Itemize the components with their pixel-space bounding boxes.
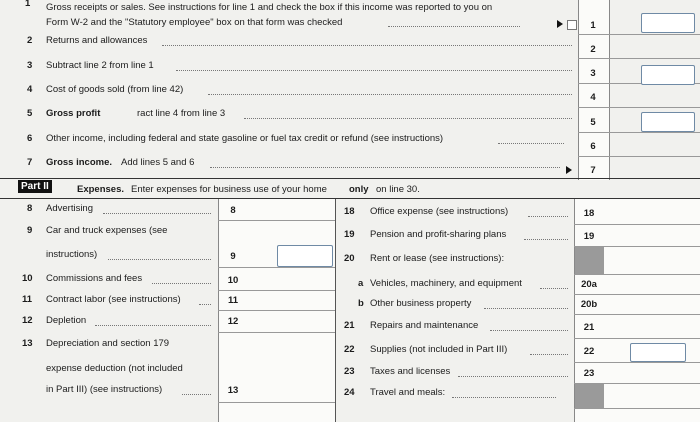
line-7-label-cont: Add lines 5 and 6	[121, 157, 195, 168]
line-number: 1	[25, 0, 31, 9]
box-number: 10	[227, 275, 239, 286]
box-number: 1	[590, 20, 596, 31]
divider	[574, 274, 700, 275]
arrow-right-icon	[566, 166, 572, 174]
line-9-label-cont: instructions)	[46, 249, 98, 260]
box-number: 4	[590, 92, 596, 103]
leader-dots	[152, 283, 211, 284]
leader-dots	[528, 216, 568, 217]
line-9-amount-input[interactable]	[277, 245, 333, 267]
line-3-amount-input[interactable]	[641, 65, 695, 85]
part-2-title: Expenses.	[77, 184, 124, 195]
line-22-amount-input[interactable]	[630, 343, 686, 362]
statutory-employee-checkbox[interactable]	[567, 20, 577, 30]
part-2-title-end: on line 30.	[376, 184, 420, 195]
leader-dots	[490, 330, 568, 331]
leader-dots	[176, 70, 572, 71]
divider	[218, 290, 335, 291]
line-1-label: Gross receipts or sales. See instructions for line 1 and check the box if this income was reported to you on	[46, 2, 493, 13]
line-6-label: Other income, including federal and state gasoline or fuel tax credit or refund (see instructions)	[46, 133, 444, 144]
line-number: 3	[27, 60, 33, 71]
leader-dots	[524, 239, 568, 240]
line-number: 5	[27, 108, 33, 119]
leader-dots	[103, 213, 211, 214]
box-number: 13	[227, 385, 239, 396]
line-5-label-cont: ract line 4 from line 3	[137, 108, 226, 119]
line-number: 11	[22, 294, 33, 305]
divider	[574, 224, 700, 225]
line-number: 19	[344, 229, 355, 240]
leader-dots	[458, 376, 568, 377]
box-number: 6	[590, 141, 596, 152]
box-number: 7	[590, 165, 596, 176]
divider	[218, 220, 335, 221]
leader-dots	[210, 167, 560, 168]
line-letter: a	[358, 278, 364, 289]
line-10-label: Commissions and fees	[46, 273, 143, 284]
part-2-badge: Part II	[18, 180, 52, 193]
divider	[574, 362, 700, 363]
line-number: 10	[22, 273, 33, 284]
line-1-amount-input[interactable]	[641, 13, 695, 33]
box-number: 11	[227, 295, 239, 306]
divider	[574, 314, 700, 315]
line-19-label: Pension and profit-sharing plans	[370, 229, 507, 240]
line-number: 13	[22, 338, 33, 349]
line-11-label: Contract labor (see instructions)	[46, 294, 181, 305]
line-number: 22	[344, 344, 355, 355]
line-20b-label: Other business property	[370, 298, 472, 309]
leader-dots	[388, 26, 520, 27]
box-number: 5	[590, 117, 596, 128]
box-number: 2	[590, 44, 596, 55]
line-number: 18	[344, 206, 355, 217]
box-number: 9	[230, 251, 236, 262]
leader-dots	[244, 118, 572, 119]
line-20-label: Rent or lease (see instructions):	[370, 253, 505, 264]
line-number: 2	[27, 35, 33, 46]
leader-dots	[540, 288, 568, 289]
divider	[218, 332, 335, 333]
line-number: 7	[27, 157, 33, 168]
line-number: 8	[27, 203, 33, 214]
line-number: 23	[344, 366, 355, 377]
leader-dots	[530, 354, 568, 355]
divider	[574, 338, 700, 339]
line-number: 21	[344, 320, 355, 331]
line-12-label: Depletion	[46, 315, 87, 326]
line-number: 4	[27, 84, 33, 95]
line-13-label: Depreciation and section 179	[46, 338, 170, 349]
arrow-right-icon	[557, 20, 563, 28]
line-13-label-cont: expense deduction (not included	[46, 363, 183, 374]
divider	[578, 34, 700, 35]
line-number: 6	[27, 133, 33, 144]
box-number: 20a	[581, 279, 597, 290]
line-3-label: Subtract line 2 from line 1	[46, 60, 154, 71]
divider	[578, 132, 700, 133]
line-24-label: Travel and meals:	[370, 387, 446, 398]
box-number: 22	[583, 346, 595, 357]
leader-dots	[208, 94, 572, 95]
box-number: 23	[583, 368, 595, 379]
leader-dots	[162, 45, 572, 46]
box-number: 19	[583, 231, 595, 242]
divider	[574, 294, 700, 295]
divider	[574, 408, 700, 409]
box-number: 12	[227, 316, 239, 327]
box-number: 20b	[580, 299, 598, 310]
line-22-label: Supplies (not included in Part III)	[370, 344, 508, 355]
line-number: 24	[344, 387, 355, 398]
divider	[578, 58, 700, 59]
box-number: 3	[590, 68, 596, 79]
part-2-title-cont: Enter expenses for business use of your home	[131, 184, 327, 195]
leader-dots	[108, 259, 211, 260]
line-number: 20	[344, 253, 355, 264]
line-21-label: Repairs and maintenance	[370, 320, 479, 331]
leader-dots	[484, 308, 568, 309]
column-divider	[335, 199, 336, 422]
leader-dots	[498, 143, 564, 144]
leader-dots	[182, 394, 211, 395]
shaded-cell	[575, 384, 604, 408]
line-1-label-cont: Form W-2 and the "Statutory employee" box on that form was checked	[46, 17, 343, 28]
line-number: 9	[27, 225, 33, 236]
line-8-label: Advertising	[46, 203, 93, 214]
section-rule	[0, 178, 700, 179]
divider	[218, 310, 335, 311]
line-letter: b	[358, 298, 364, 309]
line-7-label: Gross income.	[46, 157, 112, 168]
divider	[218, 402, 335, 403]
box-number: 18	[583, 208, 595, 219]
box-number: 21	[583, 322, 595, 333]
line-20a-label: Vehicles, machinery, and equipment	[370, 278, 522, 289]
box-number: 8	[230, 205, 236, 216]
line-13-label-end: in Part III) (see instructions)	[46, 384, 163, 395]
leader-dots	[199, 304, 211, 305]
shaded-cell	[575, 247, 604, 274]
leader-dots	[95, 325, 211, 326]
line-9-label: Car and truck expenses (see	[46, 225, 168, 236]
line-4-label: Cost of goods sold (from line 42)	[46, 84, 184, 95]
divider	[218, 267, 335, 268]
amount-column	[605, 199, 700, 422]
line-number: 12	[22, 315, 33, 326]
line-5-amount-input[interactable]	[641, 112, 695, 132]
leader-dots	[452, 397, 556, 398]
line-5-label: Gross profit	[46, 108, 101, 119]
line-18-label: Office expense (see instructions)	[370, 206, 509, 217]
divider	[578, 107, 700, 108]
divider	[578, 156, 700, 157]
part-2-title-only: only	[349, 184, 369, 195]
line-2-label: Returns and allowances	[46, 35, 148, 46]
line-23-label: Taxes and licenses	[370, 366, 451, 377]
